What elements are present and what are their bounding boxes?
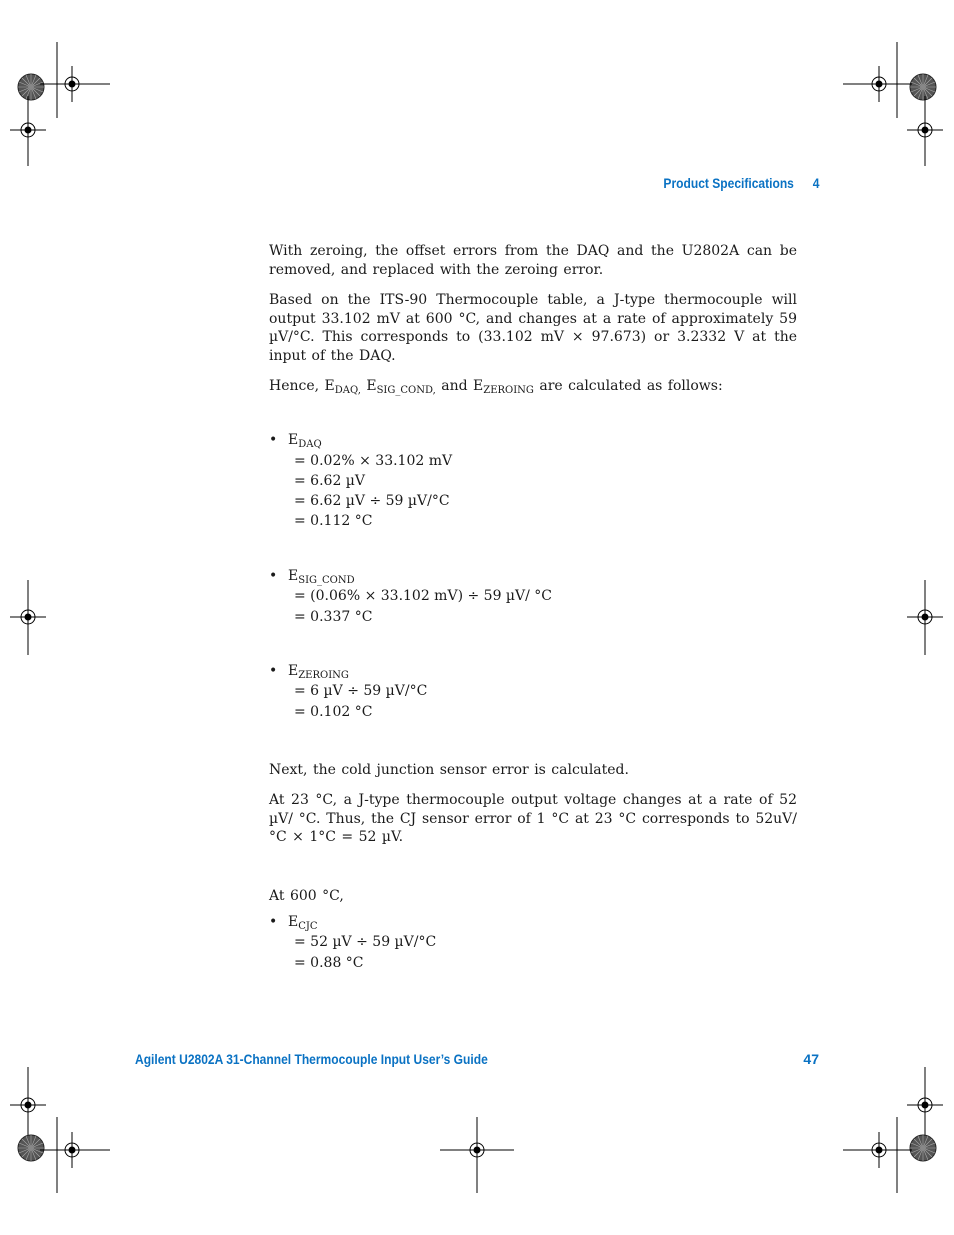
equation-line: = 0.88 °C	[294, 955, 364, 971]
bullet-e-daq: • $E_{DAQ}$	[269, 432, 322, 450]
equation-line: = 6 µV ÷ 59 µV/°C	[294, 683, 428, 699]
equation-line: = 0.337 °C	[294, 609, 373, 625]
bullet-symbol: •	[269, 432, 278, 448]
equation-line: = 0.112 °C	[294, 513, 373, 529]
paragraph-cj-sensor: At 23 °C, a J-type thermocouple output voltage changes at a rate of 52 µV/ °C. Thus, the CJ sensor error of 1 °C at 23 °C corresponds to 52uV/ °C × 1°C = 52 µV.	[269, 792, 797, 845]
section-title: Product Specifications	[662, 175, 794, 191]
equation-line: = 0.102 °C	[294, 704, 373, 720]
paragraph-zeroing: With zeroing, the offset errors from the DAQ and the U2802A can be removed, and replaced with the zeroing error.	[269, 243, 797, 278]
bullet-e-cjc: • $E_{CJC}$	[269, 914, 318, 932]
paragraph-its90: Based on the ITS-90 Thermocouple table, a J-type thermocouple will output 33.102 mV at 600 °C, and changes at a rate of approximately 59 µV/°C. This corresponds to (33.102 mV × 97.673) or 3.2332 V at the input of the DAQ.	[269, 292, 797, 364]
equation-line: = 0.02% × 33.102 mV	[294, 453, 453, 469]
paragraph-at-600: At 600 °C,	[269, 888, 344, 904]
chapter-number: 4	[812, 175, 819, 191]
equation-line: = 52 µV ÷ 59 µV/°C	[294, 934, 437, 950]
bullet-e-sig-cond: • $E_{SIG\_COND}$	[269, 568, 355, 586]
paragraph-hence: Hence, $E_{DAQ,}$ $E_{SIG\_COND,}$ and $E_{ZEROING}$ are calculated as follows:	[269, 378, 723, 396]
paragraph-next: Next, the cold junction sensor error is calculated.	[269, 762, 629, 778]
equation-line: = 6.62 µV	[294, 473, 366, 489]
equation-line: = (0.06% × 33.102 mV) ÷ 59 µV/ °C	[294, 588, 553, 604]
running-footer	[135, 1051, 819, 1067]
page-number: 47	[803, 1051, 819, 1067]
running-header	[663, 175, 819, 191]
equation-line: = 6.62 µV ÷ 59 µV/°C	[294, 493, 450, 509]
bullet-e-zeroing: • $E_{ZEROING}$	[269, 663, 349, 681]
guide-title: Agilent U2802A 31-Channel Thermocouple Input User’s Guide	[135, 1051, 488, 1067]
